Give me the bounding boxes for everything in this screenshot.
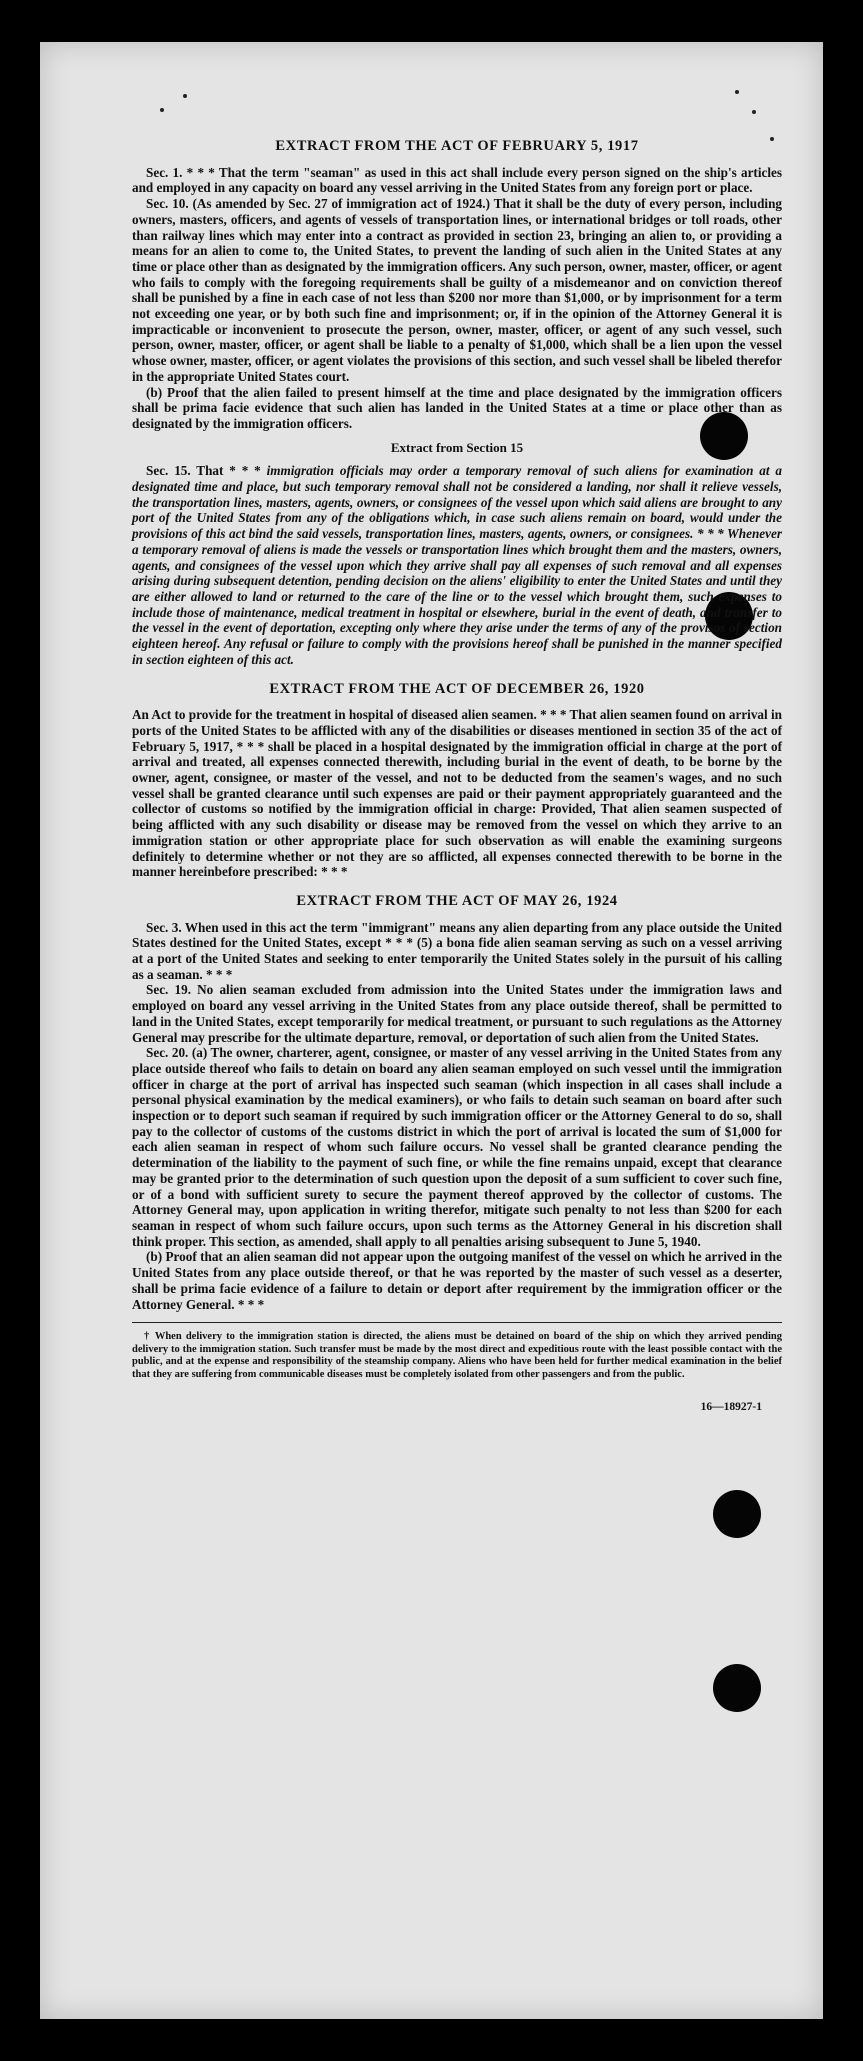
heading-act-1924: EXTRACT FROM THE ACT OF MAY 26, 1924 [296,892,618,909]
punch-hole [713,1490,761,1538]
speck [183,94,187,98]
section-1-text: Sec. 1. * * * That the term "seaman" as used in this act shall include every person signed on the ship's articles and employed in any capacity on board any vessel arriving in the United States from any foreign port or place. [132,164,782,196]
heading-section-15: Extract from Section 15 [390,439,524,455]
section-10-text: Sec. 10. (As amended by Sec. 27 of immigration act of 1924.) That it shall be the duty of every person, including owners, masters, officers, and agents of vessels of transportation lines, or international bridges or toll roads, other than railway lines which may enter into a contract as provided in section 23, bringing an alien to, or providing a means for an alien to come to, the United States, to prevent the landing of such alien in the United States at any time or place other than as designated by the immigration officers. Any such person, owner, master, officer, or agent who fails to comply with the foregoing requirements shall be guilty of a misdemeanor and on conviction thereof shall be punished by a fine in each case of not less than $200 nor more than $1,000, or by imprisonment for a term not exceeding one year, or by both such fine and imprisonment; or, if in the opinion of the Attorney General it is impracticable or inconvenient to prosecute the person, owner, master, officer, or agent of any such vessel, such person, owner, master, officer, or agent shall be liable to a penalty of $1,000, which shall be a lien upon the vessel whose owner, master, officer, or agent violates the provisions of this section, and such vessel shall be libeled therefor in the appropriate United States court. [132,196,782,384]
document-page [40,42,823,2019]
speck [160,108,164,112]
footnote: † When delivery to the immigration station is directed, the aliens must be detained on board of the ship on which they arrived pending delivery to the immigration station. Such transfer must be made by the most direct and expeditious route with the least possible contact with the public, and at the expense and responsibility of the steamship company. Aliens who have been held for further medical examination in the belief that they are suffering from communicable diseases must be completely isolated from other passengers and from the public. [132,1331,782,1380]
speck [752,110,756,114]
document-body [132,139,782,1413]
heading-act-1917: EXTRACT FROM THE ACT OF FEBRUARY 5, 1917 [275,138,639,154]
section-20b-text: (b) Proof that an alien seaman did not appear upon the outgoing manifest of the vessel on which he arrived in the United States from any place outside thereof, or that he was reported by the master of such vessel as a deserter, shall be prima facie evidence of a failure to detain or deport after requirement by the immigration officer or the Attorney General. * * * [132,1249,782,1312]
section-10b-text: (b) Proof that the alien failed to present himself at the time and place designated by the immigration officers shall be prima facie evidence that such alien has landed in the United States at a time or place other than as designated by the immigration officers. [132,384,782,431]
section-15-lead: Sec. 15. That * * * [146,463,267,479]
act-1920-text: An Act to provide for the treatment in hospital of diseased alien seamen. * * * That alien seamen found on arrival in ports of the United States to be afflicted with any of the disabilities or diseases mentioned in section 35 of the act of February 5, 1917, * * * shall be placed in a hospital designated by the immigration official in charge at the port of arrival and treated, all expenses connected therewith, including burial in the event of death, to be borne by the owner, agent, consignee, or master of the vessel, and not to be deducted from the seamen's wages, and no such vessel shall be granted clearance until such expenses are paid or their payment appropriately guaranteed and the collector of customs so notified by the immigration official in charge: Provided, That alien seamen suspected of being afflicted with any such disability or disease may be removed from the vessel on which they arrive to an immigration station or other appropriate place for such observation as will enable the examining surgeons definitely to determine whether or not they are so afflicted, all expenses connected therewith to be borne in the manner hereinbefore prescribed: * * * [132,707,782,880]
footnote-divider [132,1322,782,1323]
form-code: 16—18927-1 [700,1401,762,1414]
section-3-text: Sec. 3. When used in this act the term "immigrant" means any alien departing from any place outside the United States destined for the United States, except * * * (5) a bona fide alien seaman serving as such on a vessel arriving at a port of the United States and seeking to enter temporarily the United States solely in the pursuit of his calling as a seaman. * * * [132,919,782,982]
section-15-text [132,463,782,667]
speck [735,90,739,94]
heading-act-1920: EXTRACT FROM THE ACT OF DECEMBER 26, 1920 [269,680,645,697]
section-20-text: Sec. 20. (a) The owner, charterer, agent, consignee, or master of any vessel arriving in the United States from any place outside thereof who fails to detain on board any alien seaman employed on such vessel until the immigration officer in charge at the port of arrival has inspected such seaman (which inspection in all cases shall include a personal physical examination by the medical examiners), or who fails to detain such seaman on board after such inspection or to deport such seaman if required by such immigration officer or the Attorney General to do so, shall pay to the collector of customs of the customs district in which the port of arrival is located the sum of $1,000 for each alien seaman in respect of whom such failure occurs. No vessel shall be granted clearance pending the determination of the liability to the payment of such fine, or while the fine remains unpaid, except that clearance may be granted prior to the determination of such question upon the deposit of a sum sufficient to cover such fine, or of a bond with sufficient surety to secure the payment thereof approved by the collector of customs. The Attorney General may, upon application in writing therefor, mitigate such penalty to not less than $200 for each seaman in respect of whom such failure occurs, upon such terms as the Attorney General in his discretion shall think proper. This section, as amended, shall apply to all penalties arising subsequent to June 5, 1940. [132,1045,782,1249]
section-19-text: Sec. 19. No alien seaman excluded from admission into the United States under the immigration laws and employed on board any vessel arriving in the United States from any place outside thereof, shall be permitted to land in the United States, except temporarily for medical treatment, or pursuant to such regulations as the Attorney General may prescribe for the ultimate departure, removal, or deportation of such alien from the United States. [132,982,782,1045]
punch-hole [713,1664,761,1712]
section-15-body: immigration officials may order a temporary removal of such aliens for examination at a designated time and place, but such temporary removal shall not be considered a landing, nor shall it relieve vessels, the transportation lines, masters, agents, owners, or consignees of the vessel upon which said aliens are brought to any port of the United States from any of the obligations which, in case such aliens remain on board, would under the provisions of this act bind the said vessels, transportation lines, masters, agents, owners, or consignees. * * * Whenever a temporary removal of aliens is made the vessels or transportation lines which brought them and the masters, owners, agents, and consignees of the vessel upon which they arrive shall pay all expenses of such removal and all expenses arising during subsequent detention, pending decision on the aliens' eligibility to enter the United States and until they are either allowed to land or returned to the care of the line or to the vessel which brought them, such expenses to include those of maintenance, medical treatment in hospital or elsewhere, burial in the event of death, and transfer to the vessel in the event of deportation, excepting only where they arise under the terms of any of the provisos of section eighteen hereof. Any refusal or failure to comply with the provisions hereof shall be punished in the manner specified in section eighteen of this act. [132,463,782,667]
